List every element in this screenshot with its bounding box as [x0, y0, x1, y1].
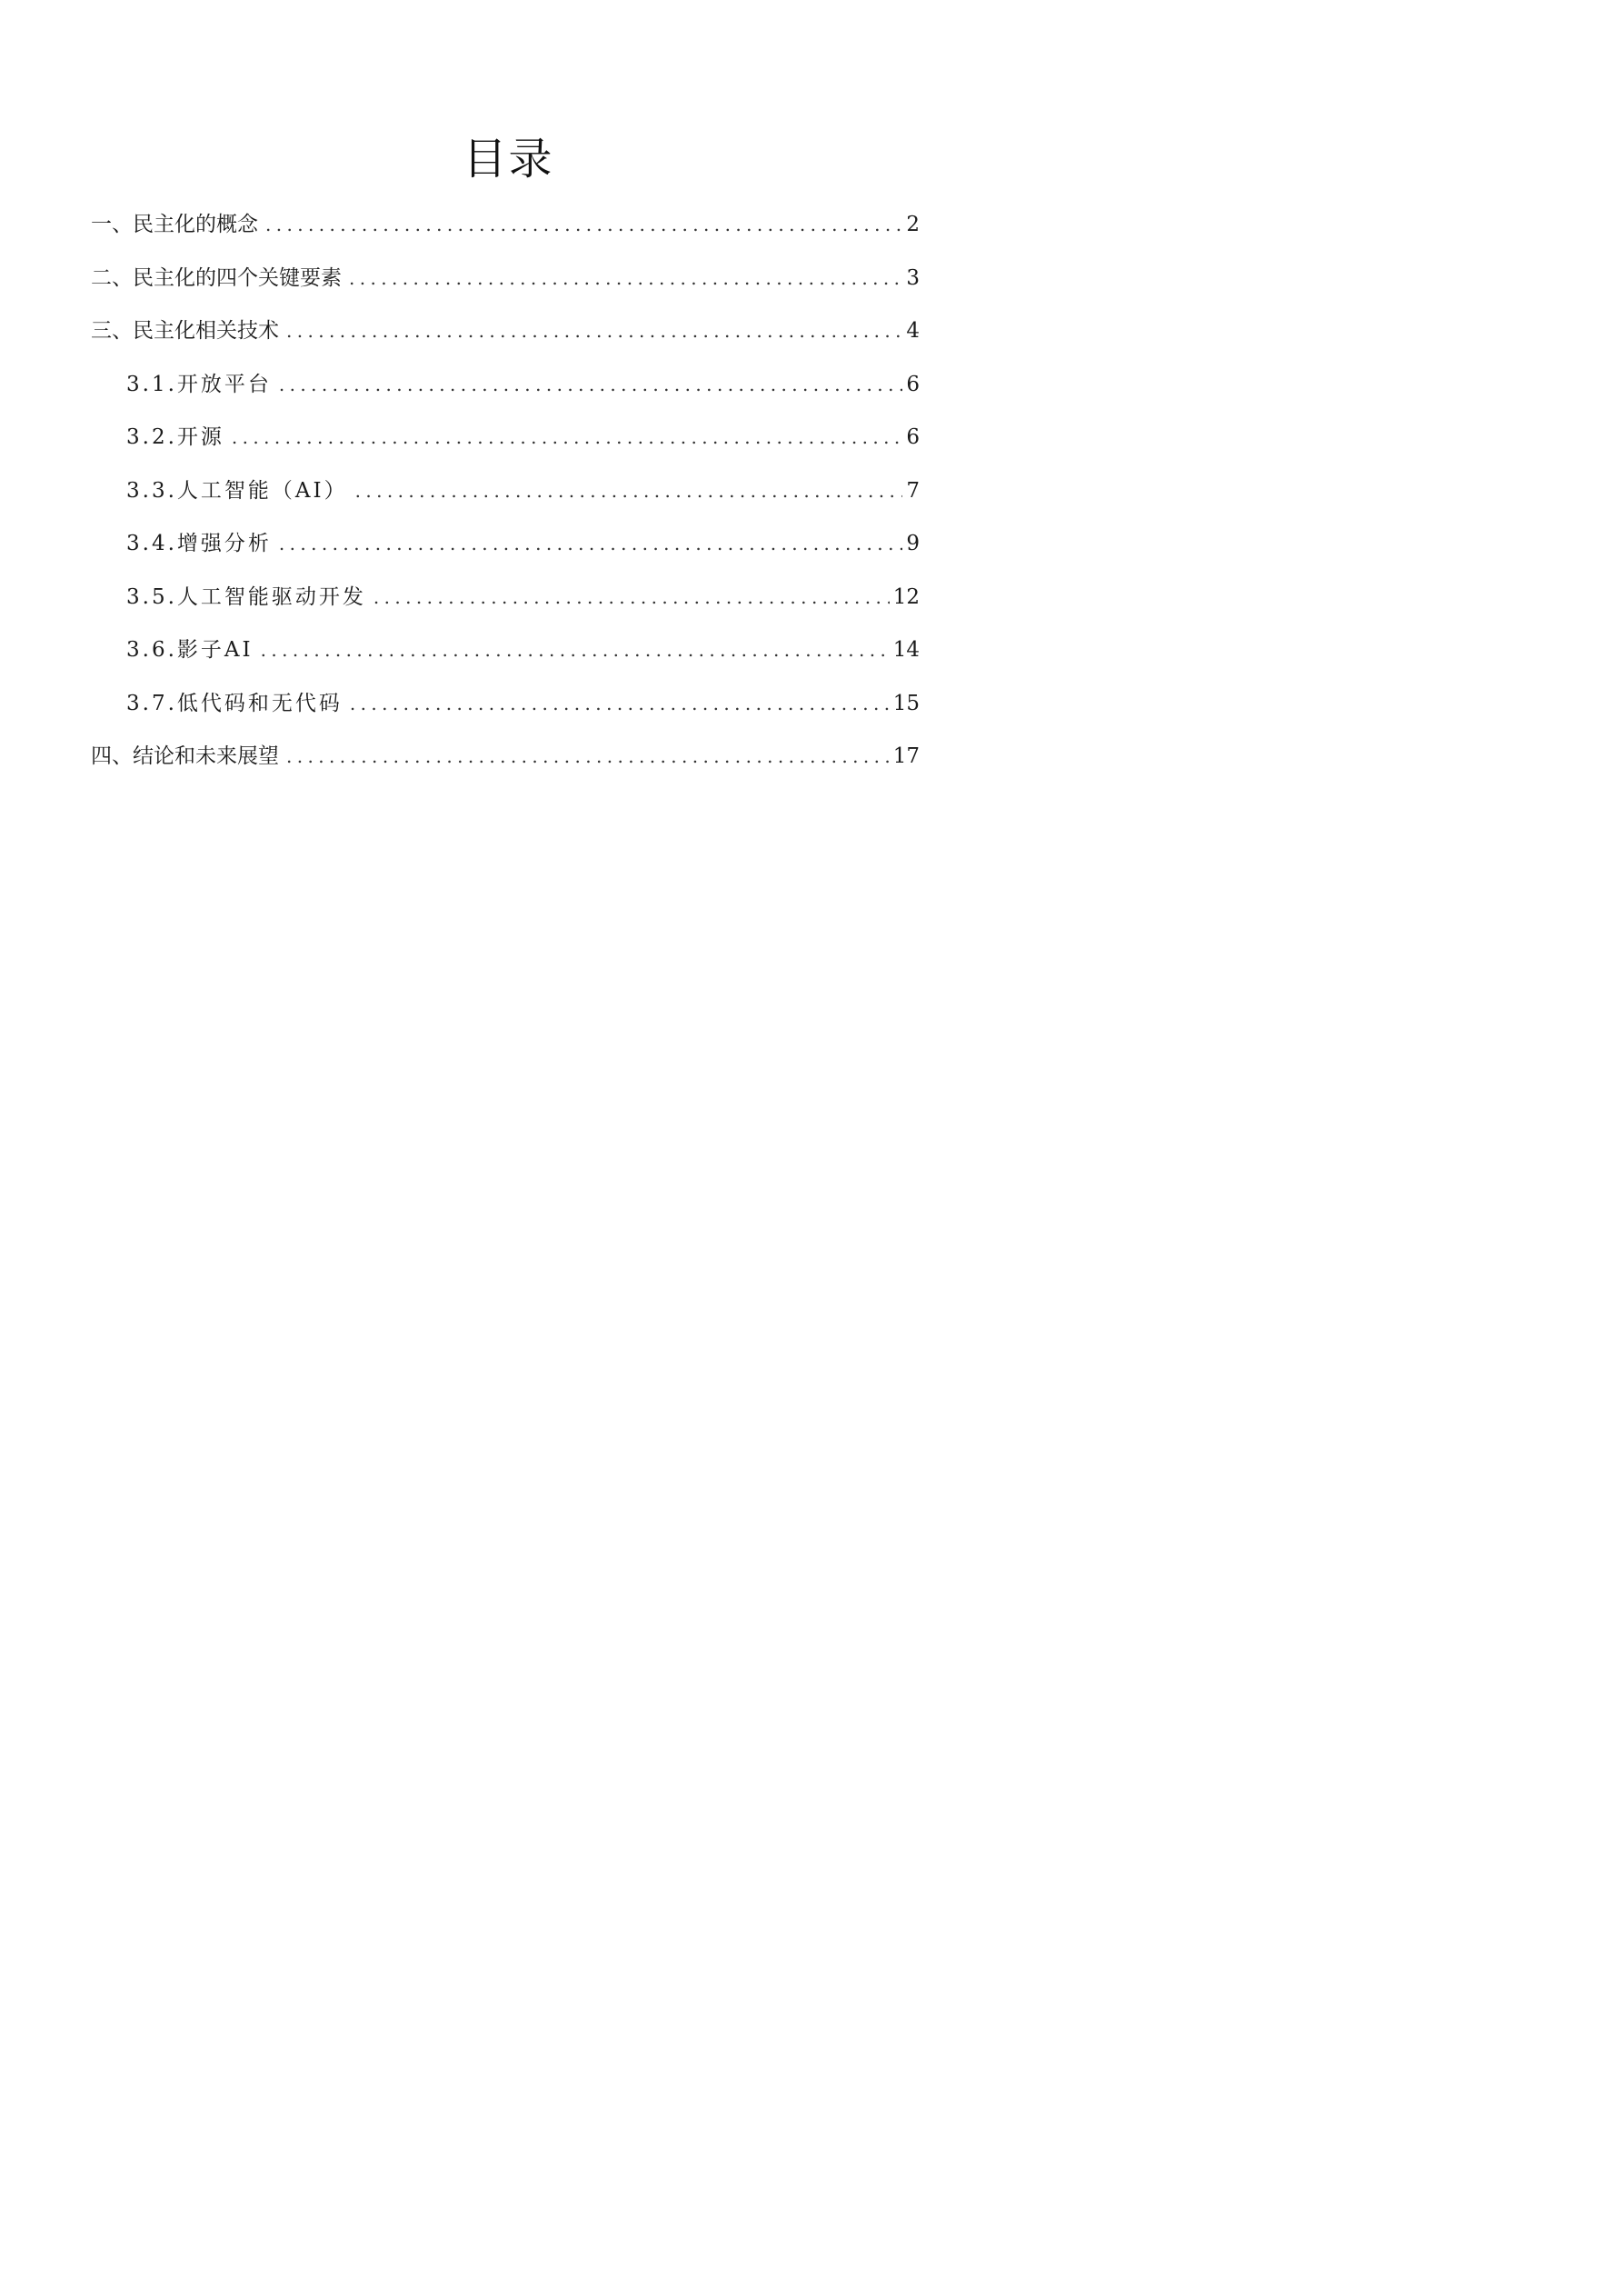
dot-leader — [355, 472, 903, 510]
toc-entry-number: 四、 — [91, 744, 133, 768]
toc-entry-page-number[interactable]: 7 — [906, 478, 920, 503]
toc-entry-number: 3.3. — [126, 478, 177, 503]
toc-entry-title[interactable]: 开放平台 — [176, 372, 272, 396]
toc-entry-number: 3.4. — [126, 532, 177, 555]
toc-entry-page-number[interactable]: 12 — [892, 584, 920, 609]
dot-leader — [350, 684, 890, 723]
toc-entry-title[interactable]: 民主化的四个关键要素 — [133, 265, 342, 290]
toc-entry-number: 3.5. — [126, 584, 177, 609]
toc-entry-page-number[interactable]: 14 — [892, 638, 920, 662]
toc-entry[interactable] — [91, 312, 920, 365]
toc-entry-title[interactable]: 人工智能驱动开发 — [176, 584, 366, 609]
dot-leader — [279, 524, 902, 563]
table-of-contents — [91, 205, 920, 791]
toc-entry-page-number[interactable]: 15 — [892, 691, 920, 715]
toc-entry-title[interactable]: 人工智能（AI） — [176, 478, 348, 503]
document-page — [0, 0, 1017, 1436]
toc-entry[interactable] — [91, 472, 920, 525]
toc-entry-page-number[interactable]: 6 — [906, 372, 920, 396]
toc-entry-number: 3.7. — [126, 691, 177, 715]
toc-entry[interactable] — [91, 365, 920, 419]
toc-entry-number: 一、 — [91, 213, 133, 236]
toc-entry-number: 三、 — [91, 319, 133, 343]
toc-entry[interactable] — [91, 737, 920, 791]
dot-leader — [286, 312, 902, 350]
dot-leader — [232, 418, 902, 456]
toc-entry-title[interactable]: 结论和未来展望 — [133, 744, 279, 768]
toc-entry-title[interactable]: 影子AI — [176, 638, 254, 662]
toc-entry-title[interactable]: 民主化相关技术 — [133, 319, 279, 343]
toc-heading: 目录 — [463, 134, 554, 185]
toc-entry-page-number[interactable]: 2 — [906, 213, 920, 236]
dot-leader — [349, 259, 902, 297]
toc-entry-page-number[interactable]: 6 — [906, 425, 920, 449]
toc-entry-title[interactable]: 低代码和无代码 — [176, 691, 343, 715]
toc-entry[interactable] — [91, 631, 920, 684]
toc-entry-page-number[interactable]: 9 — [906, 532, 920, 555]
toc-entry-page-number[interactable]: 3 — [906, 265, 920, 290]
dot-leader — [261, 631, 890, 669]
toc-entry[interactable] — [91, 259, 920, 313]
toc-entry[interactable] — [91, 418, 920, 472]
toc-entry-page-number[interactable]: 4 — [906, 319, 920, 343]
toc-entry-number: 3.6. — [126, 638, 177, 662]
dot-leader — [373, 578, 890, 616]
toc-entry-number: 3.2. — [126, 425, 177, 449]
toc-entry-number: 3.1. — [126, 372, 177, 396]
toc-entry-title[interactable]: 开源 — [176, 425, 224, 449]
dot-leader — [265, 205, 902, 244]
toc-entry-title[interactable]: 民主化的概念 — [133, 213, 258, 236]
dot-leader — [286, 737, 890, 775]
toc-entry[interactable] — [91, 205, 920, 259]
dot-leader — [279, 365, 902, 404]
toc-entry-title[interactable]: 增强分析 — [176, 532, 272, 555]
toc-entry[interactable] — [91, 684, 920, 738]
toc-entry-page-number[interactable]: 17 — [892, 744, 920, 768]
toc-entry[interactable] — [91, 524, 920, 578]
toc-entry-number: 二、 — [91, 265, 133, 290]
toc-entry[interactable] — [91, 578, 920, 632]
